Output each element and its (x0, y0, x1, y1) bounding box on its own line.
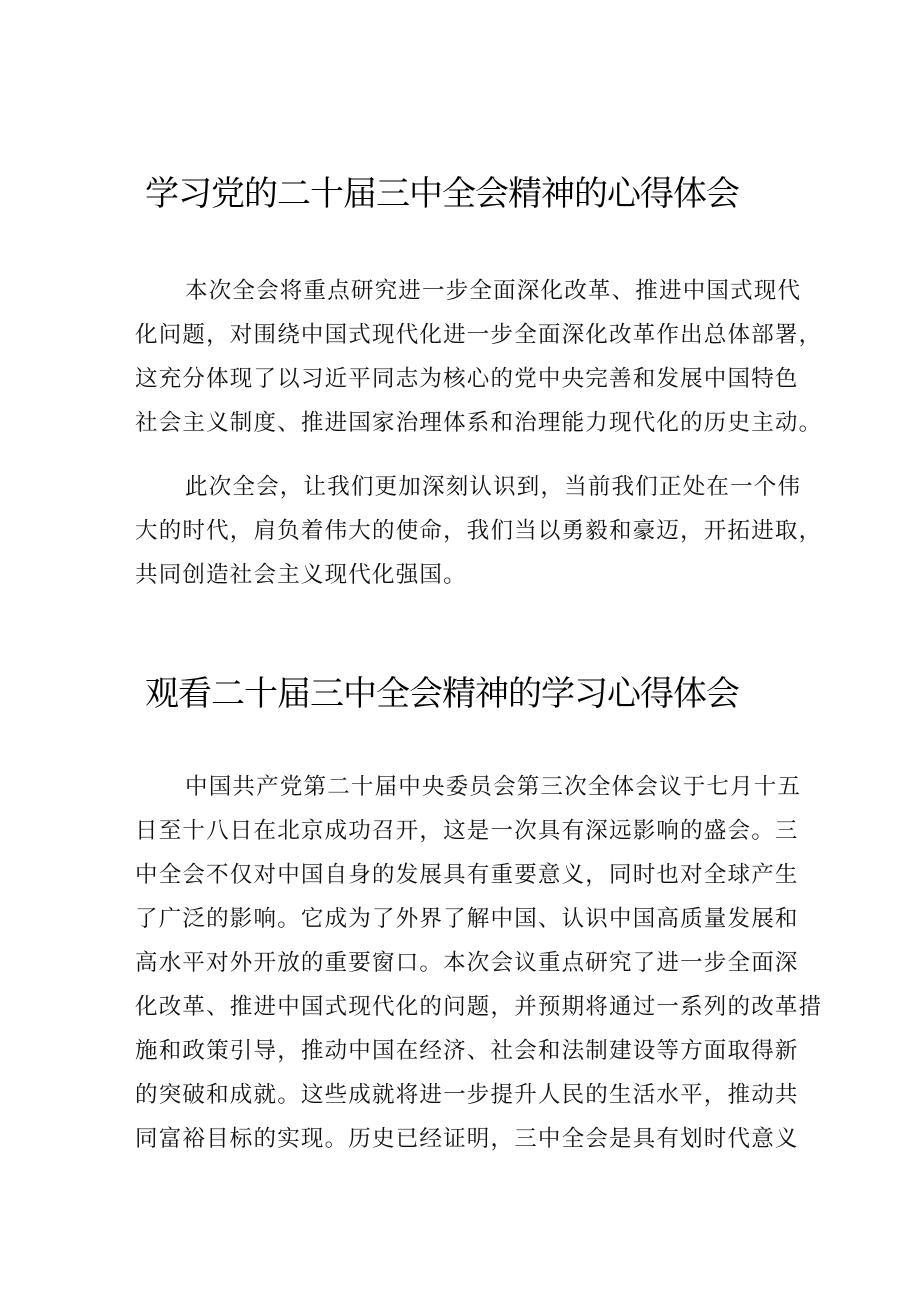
paragraph-line: 中国共产党第二十届中央委员会第三次全体会议于七月十五 (185, 774, 802, 800)
section-1-paragraph-2 (135, 465, 822, 597)
paragraph-line: 施和政策引导，推动中国在经济、社会和法制建设等方面取得新 (135, 1038, 799, 1064)
paragraph-line: 共同创造社会主义现代化强国。 (135, 562, 467, 588)
paragraph-line: 高水平对外开放的重要窗口。本次会议重点研究了进一步全面深 (135, 950, 799, 976)
paragraph-line: 社会主义制度、推进国家治理体系和治理能力现代化的历史主动。 (135, 410, 823, 436)
paragraph-line: 日至十八日在北京成功召开，这是一次具有深远影响的盛会。三 (135, 818, 799, 844)
paragraph-line: 中全会不仅对中国自身的发展具有重要意义，同时也对全球产生 (135, 862, 799, 888)
paragraph-line: 了广泛的影响。它成为了外界了解中国、认识中国高质量发展和 (135, 906, 799, 932)
paragraph-line: 本次全会将重点研究进一步全面深化改革、推进中国式现代 (185, 278, 802, 304)
paragraph-line: 化改革、推进中国式现代化的问题，并预期将通过一系列的改革措 (135, 994, 823, 1020)
section-2-title: 观看二十届三中全会精神的学习心得体会 (145, 674, 739, 714)
section-2-paragraph-1 (135, 765, 822, 1161)
paragraph-line: 化问题，对围绕中国式现代化进一步全面深化改革作出总体部署， (135, 322, 823, 348)
paragraph-line: 这充分体现了以习近平同志为核心的党中央完善和发展中国特色 (135, 366, 799, 392)
paragraph-line: 大的时代，肩负着伟大的使命，我们当以勇毅和豪迈，开拓进取， (135, 518, 823, 544)
paragraph-line: 此次全会，让我们更加深刻认识到，当前我们正处在一个伟 (185, 474, 802, 500)
paragraph-line: 的突破和成就。这些成就将进一步提升人民的生活水平，推动共 (135, 1082, 799, 1108)
paragraph-line: 同富裕目标的实现。历史已经证明，三中全会是具有划时代意义 (135, 1126, 799, 1152)
section-1-paragraph-1 (135, 269, 822, 445)
section-1-title: 学习党的二十届三中全会精神的心得体会 (145, 174, 739, 214)
